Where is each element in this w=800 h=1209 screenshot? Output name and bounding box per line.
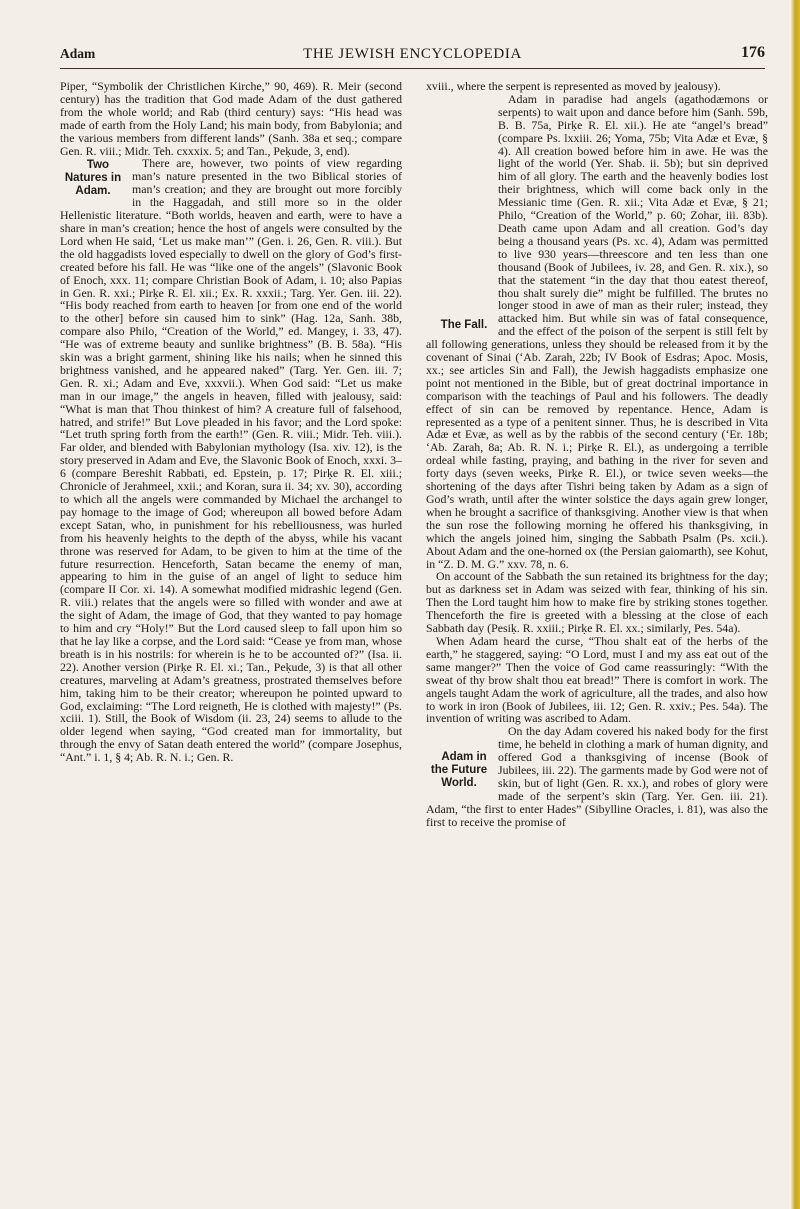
- paragraph: xviii., where the serpent is represented as moved by jealousy).: [426, 80, 721, 93]
- paragraph-text: On the day Adam covered his naked body for the first time, he beheld in clothing a mark of human dignity, and offered God a thanksgiving of incense (Book of Jubilees, iii. 22). The garments made by God were not of skin, but of light (Gen. R. xx.), and robes of glory were made of the serpent’s skin (Targ. Yer. Gen. iii. 21). Adam, “the first to enter Hades” (Sibylline Oracles, i. 81), was also the first to receive the promise of: [426, 724, 768, 829]
- paragraph: Piper, “Symbolik der Christlichen Kirche,” 90, 469). R. Meir (second century) has the tradition that God made Adam of the dust gathered from the whole world; and Rab (third century) says: “His head was made of earth from the Holy Land; his main body, from Babylonia; and the various members from different lands” (Sanh. 38a et seq.; compare Gen. R. viii.; Midr. Teh. cxxxix. 5; and Tan., Peḳude, 3, end).: [60, 80, 402, 158]
- header-publication-title: THE JEWISH ENCYCLOPEDIA: [303, 46, 522, 62]
- sidenote-the-fall: The Fall.: [440, 318, 488, 331]
- left-column: [60, 80, 402, 1170]
- sidenote-two-natures: Two Natures in Adam.: [64, 159, 122, 198]
- paragraph: [426, 93, 768, 571]
- right-column: [426, 80, 768, 1170]
- page-number: 176: [741, 44, 765, 61]
- paragraph: On account of the Sabbath the sun retained its brightness for the day; but as darkness set in Adam was seized with fear, thinking of his sin. Then the Lord taught him how to make fire by striking stones together. Thenceforth the fire is greeted with a blessing at the close of each Sabbath day (Pesiḳ. R. xxiii.; Pirḳe R. El. xx.; similarly, Pes. 54a).: [426, 569, 768, 636]
- article-body: [60, 80, 768, 1170]
- paragraph: When Adam heard the curse, “Thou shalt eat of the herbs of the earth,” he staggered, saying: “O Lord, must I and my ass eat out of the same manger?” Then the voice of God came reassuringly: “With the sweat of thy brow shalt thou eat bread!” There is comfort in work. The angels taught Adam the work of agriculture, all the trades, and also how to work in iron (Book of Jubilees, iii. 12; Gen. R. xxiv.; Pes. 54a). The invention of writing was ascribed to Adam.: [426, 633, 768, 726]
- paragraph-text: Adam in paradise had angels (agathodæmons or serpents) to wait upon and dance before him (Sanh. 59b, B. B. 75a, Pirḳe R. El. xii.). He ate “angel’s bread” (compare Ps. lxxiii. 26; Yoma, 75b; Vita Adæ et Evæ, § 4). All creation bowed before him in awe. He was the light of the world (Yer. Shab. ii. 5b); but sin deprived him of all glory. The earth and the heavenly bodies lost their brightness, which will come back only in the Messianic time (Gen. R. xii.; Vita Adæ et Evæ, § 21; Philo, “Creation of the World,” p. 60; Zohar, iii. 83b). Death came upon Adam and all creation. God’s day being a thousand years (Ps. xc. 4), Adam was permitted to live 930 years—threescore and ten less than one thousand (Book of Jubilees, iv. 28, and Gen. R. xix.), so that the statement “in the day that thou eatest thereof, thou shalt surely die” might be fulfilled. The brutes no longer stood in awe of man as their ruler; instead, they attacked him. But while sin was of fatal consequence, and the effect of the poison of the serpent is still felt by all following generations, unless they should be released from it by the covenant of Sinai (‘Ab. Zarah, 22b; IV Book of Esdras; Apoc. Mosis, xx.; see articles Sin and Fall), the Jewish haggadists emphasize one point not mentioned in the Bible, but of great doctrinal importance in comparison with the teachings of Paul and his followers. The deadly effect of sin can be removed by repentance. Hence, Adam is represented as a type of a penitent sinner. Thus, he is described in Vita Adæ et Evæ, as well as by the rabbis of the second century (‘Er. 18b; ‘Ab. Zarah, 8a; Ab. R. N. i.; Pirḳe R. El.), as undergoing a terrible ordeal while fasting, praying, and bathing in the river for seven and forty days (seven weeks, Pirḳe R. El.), or twice seven weeks—the shortening of the days after Tishri being taken by Adam as a sign of God’s wrath, until after the winter solstice the days again grew longer, when he brought a sacrifice of thanksgiving. Another view is that when the sun rose the following morning he offered his thanksgiving, in which the angels joined him, singing the Sabbath Psalm (Ps. xcii.). About Adam and the one-horned ox (the Persian gaiomarth), see Kohut, in “Z. D. M. G.” xxv. 78, n. 6.: [426, 91, 768, 571]
- paragraph-text: There are, however, two points of view regarding man’s nature presented in the two Biblical stories of man’s creation; and they are brought out more forcibly in the Haggadah, and still more so in the older Hellenistic literature. “Both worlds, heaven and earth, were to have a share in man’s creation; hence the host of angels were consulted by the Lord when He said, ‘Let us make man’” (Gen. i. 26, Gen. R. viii.). But the old haggadists loved especially to dwell on the glory of God’s first-created before his fall. He was “like one of the angels” (Slavonic Book of Enoch, xxx. 11; compare Christian Book of Adam, i. 10; also Papias in Gen. R. xxi.; Pirḳe R. El. xii.; Ex. R. xxxii.; Targ. Yer. Gen. iii. 22). “His body reached from earth to heaven [or from one end of the world to the other] before sin caused him to sink” (Hag. 12a, Sanh. 38b, compare also Philo, “Creation of the World,” ed. Mangey, i. 33, 47). “He was of extreme beauty and sunlike brightness” (B. B. 58a). “His skin was a bright garment, shining like his nails; when he sinned this brightness vanished, and he appeared naked” (Targ. Yer. Gen. iii. 7; Gen. R. xi.; Adam and Eve, xxxvii.). When God said: “Let us make man in our image,” the angels in heaven, filled with jealousy, said: “What is man that Thou thinkest of him? A creature full of falsehood, hatred, and strife!” But Love pleaded in his favor; and the Lord spoke: “Let truth spring forth from the earth!” (Gen. R. viii.; Midr. Teh. viii.). Far older, and blended with Babylonian mythology (Isa. xiv. 12), is the story preserved in Adam and Eve, the Slavonic Book of Enoch, xxxi. 3–6 (compare Bereshit Rabbati, ed. Epstein, p. 17; Pirḳe R. El. xiii.; Chronicle of Jerahmeel, xxii.; and Koran, sura ii. 34; xv. 30), according to which all the angels were commanded by Michael the archangel to pay homage to the image of God; whereupon all bowed before Adam except Satan, who, in punishment for his rebelliousness, was hurled from his heavenly heights to the depth of the abyss, while his vacant throne was reserved for Adam, to be given to him at the time of the future resurrection. Henceforth, Satan became the enemy of man, appearing to him in the guise of an angel of light to seduce him (compare II Cor. xi. 14). A somewhat modified midrashic legend (Gen. R. viii.) relates that the angels were so filled with wonder and awe at the sight of Adam, the image of God, that they wanted to pay homage to him and cry “Holy!” But the Lord caused sleep to fall upon him so that he lay like a corpse, and the Lord said: “Cease ye from man, whose breath is in his nostrils: for wherein is he to be accounted of?” (Isa. ii. 22). Another version (Pirḳe R. El. xi.; Tan., Peḳude, 3) is that all other creatures, marveling at Adam’s greatness, prostrated themselves before him, taking him to be their creator; whereupon he pointed upward to God, exclaiming: “The Lord reigneth, He is clothed with majesty!” (Ps. xciii. 1). Still, the Book of Wisdom (ii. 23, 24) seems to allude to the older legend when saying, “God created man for immortality, but through the envy of Satan death entered the world” (compare Josephus, “Ant.” i. 1, § 4; Ab. R. N. i.; Gen. R.: [60, 156, 402, 765]
- header-article-name: Adam: [60, 46, 96, 61]
- paragraph: [60, 157, 402, 764]
- page-edge-tab: [791, 0, 800, 1209]
- running-header: [60, 46, 765, 69]
- paragraph: [426, 725, 768, 828]
- sidenote-future-world: Adam in the Future World.: [430, 751, 488, 790]
